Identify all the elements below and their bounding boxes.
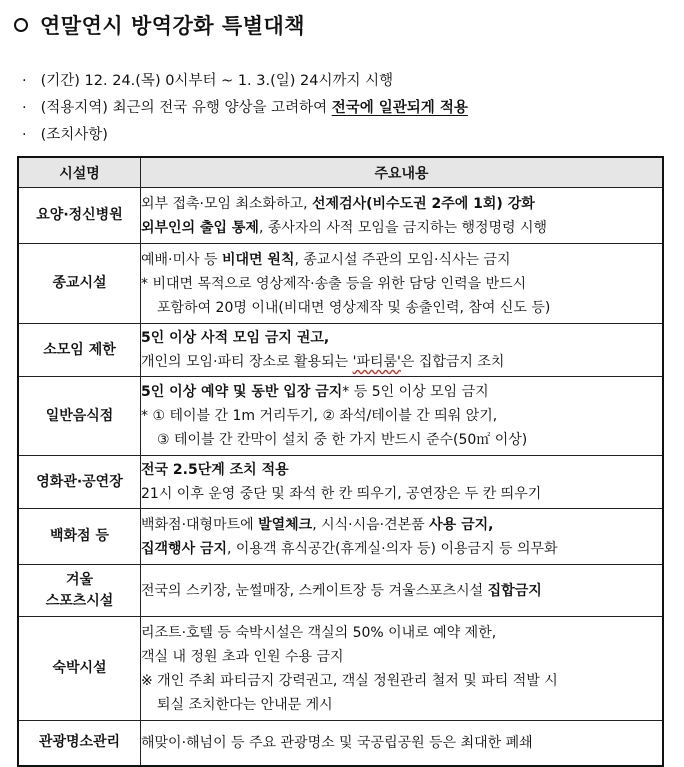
row-name: 관광명소관리 [18,721,141,766]
table-row [18,188,663,244]
table-row [18,565,663,617]
row-content: 전국의 스키장, 눈썰매장, 스케이트장 등 겨울스포츠시설 집합금지 [141,565,664,617]
row-content: 해맞이·해넘이 등 주요 관광명소 및 국공립공원 등은 최대한 폐쇄 [141,721,664,766]
table-row [18,721,663,766]
row-content: 백화점·대형마트에 발열체크, 시식·시음·견본품 사용 금지, 집객행사 금지, 이용객 휴식공간(휴게실·의자 등) 이용금지 등 의무화 [141,509,664,565]
row-name: 백화점 등 [18,509,141,565]
row-name: 영화관·공연장 [18,456,141,509]
table-row [18,377,663,456]
row-name: 종교시설 [18,244,141,324]
bullet-period: · (기간) 12. 24.(목) 0시부터 ~ 1. 3.(일) 24시까지 시행 [22,68,468,95]
table-row [18,324,663,377]
row-name: 일반음식점 [18,377,141,456]
row-content: 리조트·호텔 등 숙박시설은 객실의 50% 이내로 예약 제한, 객실 내 정원 초과 인원 수용 금지 ※ 개인 주최 파티금지 강력권고, 객실 정원관리 철저 및 파티 적발 시 퇴실 조치한다는 안내문 게시 [141,617,664,721]
row-name: 숙박시설 [18,617,141,721]
row-content: 외부 접촉·모임 최소화하고, 선제검사(비수도권 2주에 1회) 강화 외부인의 출입 통제, 종사자의 사적 모임을 금지하는 행정명령 시행 [141,188,664,244]
middle-dot-icon: · [22,100,27,116]
row-name: 겨울 스포츠시설 [18,565,141,617]
table-row [18,456,663,509]
table-header-row [18,157,663,188]
middle-dot-icon: · [22,127,27,143]
row-name: 소모임 제한 [18,324,141,377]
table-row [18,617,663,721]
row-content: 5인 이상 예약 및 동반 입장 금지* 등 5인 이상 모임 금지 * ① 테이블 간 1m 거리두기, ② 좌석/테이블 간 띄워 앉기, ③ 테이블 간 칸막이 설치 중 한 가지 반드시 준수(50㎡ 이상) [141,377,664,456]
row-content: 5인 이상 사적 모임 금지 권고, 개인의 모임·파티 장소로 활용되는 '파티룸'은 집합금지 조치 [141,324,664,377]
row-content: 예배·미사 등 비대면 원칙, 종교시설 주관의 모임·식사는 금지 * 비대면 목적으로 영상제작·송출 등을 위한 담당 인력을 반드시 포함하여 20명 이내(비대면 영상제작 및 송출인력, 참여 신도 등) [141,244,664,324]
table-row [18,509,663,565]
row-content: 전국 2.5단계 조치 적용 21시 이후 운영 중단 및 좌석 한 칸 띄우기, 공연장은 두 칸 띄우기 [141,456,664,509]
circle-bullet-icon [14,18,28,32]
region-emphasis: 전국에 일관되게 적용 [331,100,468,116]
row-name: 요양·정신병원 [18,188,141,244]
bullet-region: · (적용지역) 최근의 전국 유행 양상을 고려하여 전국에 일관되게 적용 [22,95,468,122]
title-text: 연말연시 방역강화 특별대책 [40,14,306,38]
header-facility: 시설명 [18,157,141,188]
measures-table [17,156,664,767]
summary-bullets [22,68,468,149]
header-content: 주요내용 [141,157,664,188]
table-row [18,244,663,324]
document-title [14,8,305,42]
bullet-measures: · (조치사항) [22,122,468,149]
middle-dot-icon: · [22,73,27,89]
